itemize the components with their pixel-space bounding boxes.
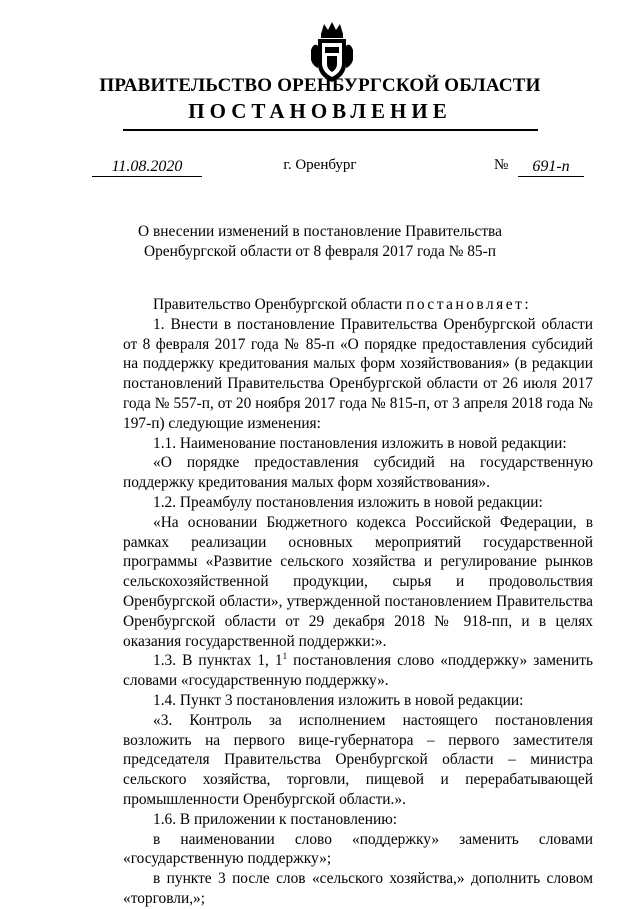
document-body	[123, 295, 593, 909]
document-title: О внесении изменений в постановление Правительства Оренбургской области от 8 февраля 2017 года № 85-п	[138, 223, 502, 260]
paragraph-1-3-end: постановления слово «поддержку» заменить словами «государственную поддержку».	[123, 652, 593, 690]
document-city: г. Оренбург	[283, 157, 357, 173]
paragraph-1-1: 1.1. Наименование постановления изложить в новой редакции:	[153, 434, 567, 452]
paragraph-1-6: 1.6. В приложении к постановлению:	[153, 810, 397, 828]
paragraph-1-2-text: «На основании Бюджетного кодекса Российской Федерации, в рамках реализации основных мероприятий государственной программы «Развитие сельского хозяйства и регулирование рынков сельскохозяйственной продукции, сырья и продовольствия Оренбургской области», утвержденной постановлением Правительства Оренбургской области от 29 декабря 2018 № 918-пп, и в целях оказания государственной поддержки:».	[123, 513, 593, 650]
document-number-label: №	[494, 157, 509, 173]
document-type: ПОСТАНОВЛЕНИЕ	[188, 99, 452, 123]
preamble-verb: постановляет:	[406, 296, 532, 313]
document-date: 11.08.2020	[92, 158, 202, 177]
paragraph-1-6-a: в наименовании слово «поддержку» заменить словами «государственную поддержку»;	[123, 830, 593, 868]
organization-name: ПРАВИТЕЛЬСТВО ОРЕНБУРГСКОЙ ОБЛАСТИ	[99, 75, 541, 96]
paragraph-1-4: 1.4. Пункт 3 постановления изложить в новой редакции:	[153, 691, 524, 709]
preamble	[123, 295, 593, 315]
preamble-prefix: Правительство Оренбургской области	[153, 296, 403, 313]
paragraph-1-3	[123, 651, 593, 691]
header-divider	[123, 129, 538, 131]
paragraph-1-6-b: в пункте 3 после слов «сельского хозяйства,» дополнить словом «торговли,»;	[123, 870, 593, 907]
paragraph-1-1-text: «О порядке предоставления субсидий на государственную поддержку кредитования малых форм хозяйствования».	[123, 454, 593, 492]
paragraph-1-3-start: 1.3. В пунктах 1, 1	[153, 652, 283, 670]
paragraph-1-4-text: «3. Контроль за исполнением настоящего постановления возложить на первого вице-губернатора – первого заместителя председателя Правительства Оренбургской области – министра сельского хозяйства, торговли, пищевой и перерабатывающей промышленности Оренбургской области.».	[123, 711, 593, 808]
paragraph-1-3-superscript: 1	[282, 651, 288, 662]
document-number: 691-п	[518, 158, 584, 177]
paragraph-1-2: 1.2. Преамбулу постановления изложить в новой редакции:	[153, 493, 543, 511]
paragraph-1: 1. Внести в постановление Правительства Оренбургской области от 8 февраля 2017 года № 85-п «О порядке предоставления субсидий на поддержку кредитования малых форм хозяйствования» (в редакции постановлений Правительства Оренбургской области от 26 июля 2017 года № 557-п, от 20 ноября 2017 года № 815-п, от 3 апреля 2018 года № 197-п) следующие изменения:	[123, 315, 593, 432]
